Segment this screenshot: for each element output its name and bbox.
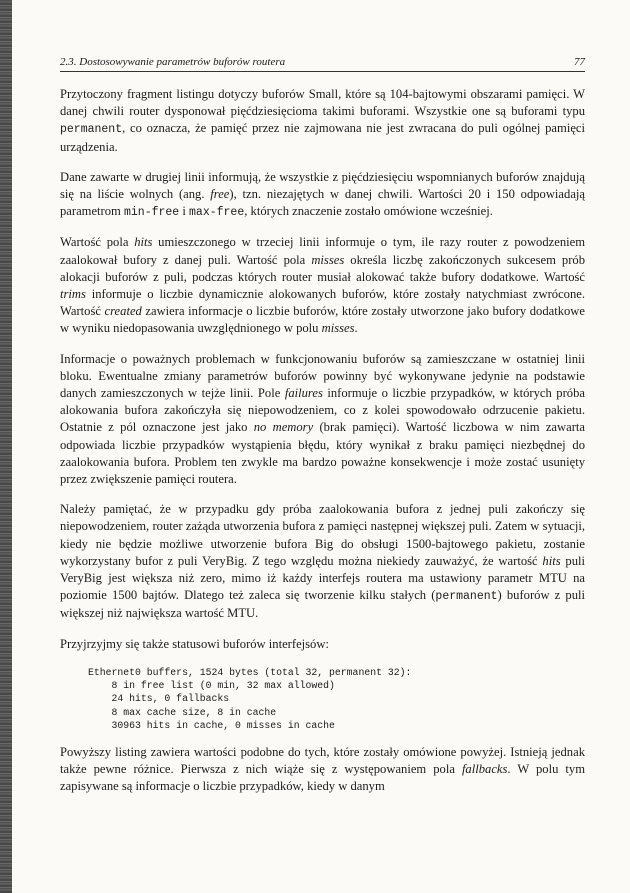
paragraph-5: Należy pamiętać, że w przypadku gdy próba zaalokowania bufora z jednej puli zakończy się niepowodzeniem, router zażąda utworzenia bufora z pamięci następnej większej puli. Zatem w sytuacji, kiedy nie będzie możliwe utworzenie bufora Big do obsługi 1500-bajtowego pakietu, zostanie wykorzystany bufor z puli VeryBig. Z tego względu można niekiedy zauważyć, że wartość hits puli VeryBig jest większa niż zero, mimo iż każdy interfejs routera ma ustawiony parametr MTU na poziomie 1500 bajtów. Dlatego też zaleca się tworzenie kilku stałych (permanent) buforów z puli większej niż największa wartość MTU. <box>60 502 586 621</box>
emphasis: free <box>210 187 230 202</box>
paragraph-7: Powyższy listing zawiera wartości podobne do tych, które zostały omówione powyżej. Istnieją jednak także pewne różnice. Pierwsza z nich wiąże się z występowaniem pola fallbacks. W polu tym zapisywane są informacje o liczbie przypadków, kiedy w danym <box>60 744 585 794</box>
paragraph-3: Wartość pola hits umieszczonego w trzeciej linii informuje o tym, ile razy router z powodzeniem zaalokował bufory z danej puli. Wartość pola misses określa liczbę zakończonych sukcesem prób alokacji buforów z puli, podczas których router musiał alokować także bufory dodatkowe. Wartość trims informuje o liczbie dynamicznie alokowanych buforów, które zostały natychmiast zwrócone. Wartość created zawiera informacje o liczbie buforów, które zostały utworzone jako bufory dodatkowe w wyniku niedopasowania uwzględnionego w polu misses. <box>60 235 586 336</box>
inline-code: min-free <box>124 206 180 220</box>
paragraph-4: Informacje o poważnych problemach w funkcjonowaniu buforów są zamieszczane w ostatniej linii bloku. Ewentualne zmiany parametrów buforów powinny być wykonywane jedynie na podstawie danych zamieszczonych w tejże linii. Pole failures informuje o liczbie przypadków, w których próba alokowania bufora zakończyła się niepowodzeniem, co z kolei spowodowało odrzucenie pakietu. Ostatnie z pól oznaczone jest jako no memory (brak pamięci). Wartość liczbowa w nim zawarta odpowiada liczbie przypadków wystąpienia błędu, który wynikał z braku pamięci niezbędnej do zaalokowania bufora. Problem ten zwykle ma bardzo poważne konsekwencje i może zostać usunięty przez zwiększenie pamięci routera. <box>60 351 585 487</box>
emphasis: no memory <box>253 420 314 435</box>
emphasis: created <box>104 304 142 319</box>
section-title: 2.3. Dostosowywanie parametrów buforów routera <box>60 56 286 68</box>
inline-code: permanent <box>435 590 498 604</box>
emphasis: failures <box>284 386 323 401</box>
listing-line: Ethernet0 buffers, 1524 bytes (total 32, permanent 32): <box>88 666 412 678</box>
page-number: 77 <box>574 56 585 68</box>
book-binding-edge <box>0 0 12 893</box>
listing-line: 8 max cache size, 8 in cache <box>88 706 277 718</box>
emphasis: misses <box>311 252 345 267</box>
listing-line: 24 hits, 0 fallbacks <box>88 693 230 705</box>
paragraph-2: Dane zawarte w drugiej linii informują, że wszystkie z pięćdziesięciu wspomnianych buforów znajdują się na liście wolnych (ang. free), tzn. niezajętych w danej chwili. Wartości 20 i 150 odpowiadają parametrom min-free i max-free, których znaczenie zostało omówione wcześniej. <box>60 169 585 220</box>
listing-line: 30963 hits in cache, 0 misses in cache <box>88 719 335 731</box>
inline-code: max-free <box>189 206 245 220</box>
emphasis: misses <box>321 321 355 336</box>
paragraph-1: Przytoczony fragment listingu dotyczy buforów Small, które są 104-bajtowymi obszarami pamięci. W danej chwili router dysponował pięćdziesięcioma takimi buforami. Wszystkie one są buforami typu permanent, co oznacza, że pamięć przez nie zajmowana nie jest zwracana do puli ogólnej pamięci urządzenia. <box>60 87 585 154</box>
emphasis: hits <box>542 553 561 568</box>
running-header <box>60 56 585 72</box>
page-body <box>60 86 585 809</box>
listing-line: 8 in free list (0 min, 32 max allowed) <box>88 680 335 692</box>
paragraph-6: Przyjrzyjmy się także statusowi buforów interfejsów: <box>60 636 329 651</box>
emphasis: hits <box>134 235 153 250</box>
inline-code: permanent <box>60 123 123 137</box>
code-listing <box>88 666 585 732</box>
emphasis: fallbacks <box>461 762 508 777</box>
emphasis: trims <box>60 287 86 302</box>
